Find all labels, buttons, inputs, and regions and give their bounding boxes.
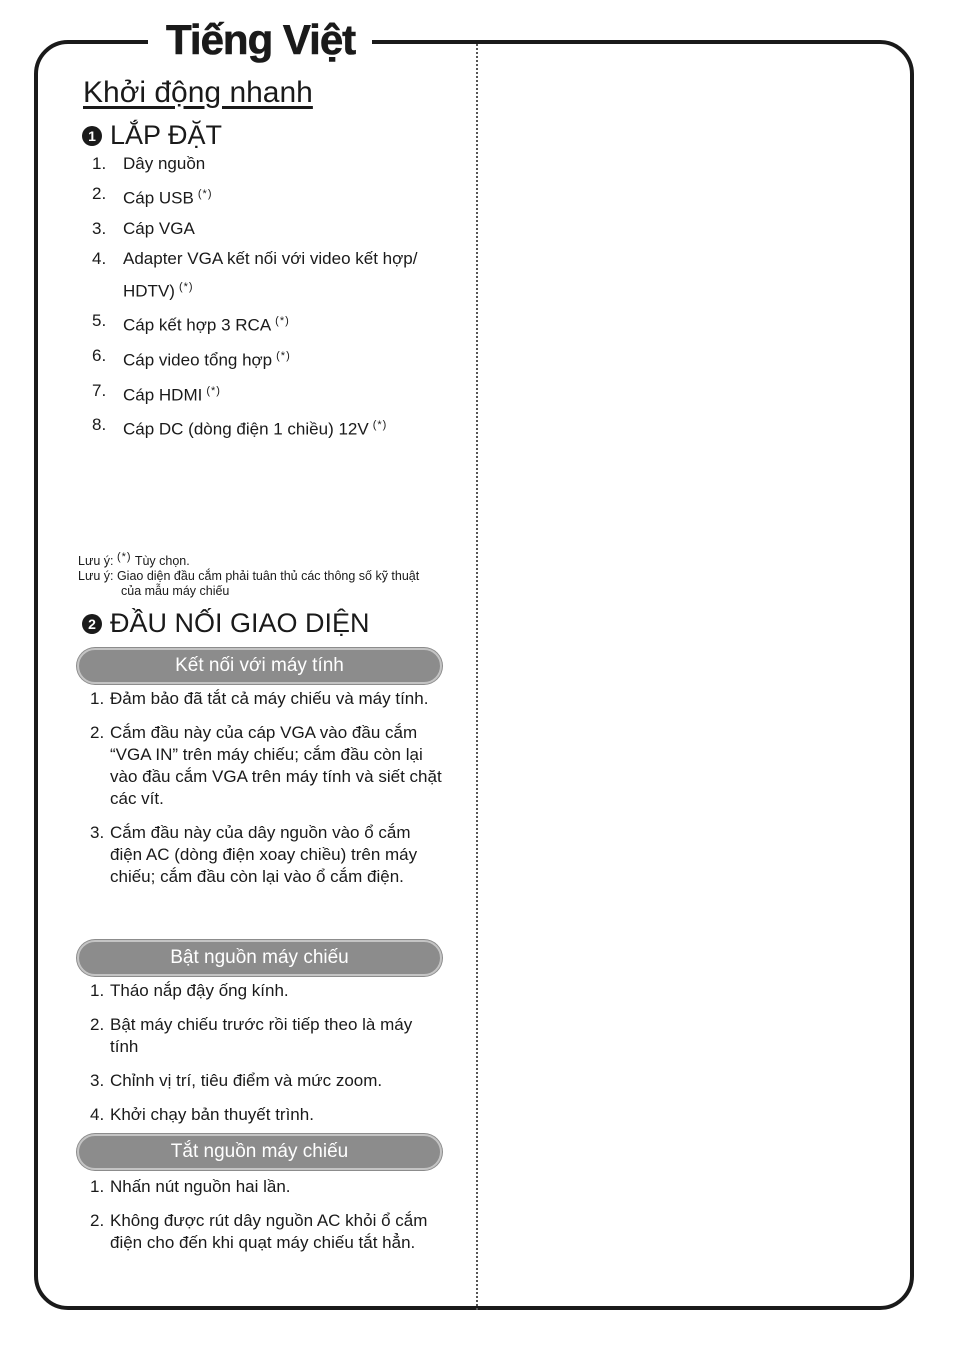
list-item [92,150,452,178]
column-divider [476,44,478,1310]
optional-mark: (*) [178,280,194,293]
steps-connect-computer [90,688,445,900]
item-number: 6. [92,345,107,365]
note-prefix: Lưu ý: [78,554,114,569]
step-text: Bật máy chiếu trước rồi tiếp theo là máy tính [110,1015,413,1056]
list-item [92,215,452,243]
step-number: 4. [90,1105,105,1124]
section1-heading [82,120,222,151]
step-number: 1. [90,981,105,1000]
step-item [90,722,445,810]
parts-list [92,150,452,446]
step-item [90,1210,445,1254]
item-number: 3. [92,218,107,238]
item-number: 7. [92,380,107,400]
item-text: Cáp HDMI [123,385,203,405]
steps-power-on [90,980,445,1138]
step-text: Chỉnh vị trí, tiêu điểm và mức zoom. [110,1071,383,1090]
item-text: Cáp VGA [123,218,195,238]
note-text: Tùy chọn. [134,554,190,569]
step-item [90,1070,445,1092]
item-number: 2. [92,184,107,203]
step-text: Nhấn nút nguồn hai lần. [110,1177,291,1196]
note-prefix: Lưu ý: [78,569,114,584]
item-number: 5. [92,311,107,331]
group-header-connect-computer: Kết nối với máy tính [77,648,442,684]
step-number: 3. [90,823,105,842]
item-number: 4. [92,248,107,268]
note-text: Giao diện đầu cắm phải tuân thủ các thông số kỹ thuật [116,569,420,584]
section2-number-icon: 2 [82,614,102,634]
optional-mark: (*) [372,419,388,432]
steps-power-off [90,1176,445,1266]
step-number: 2. [90,1211,105,1230]
note-interface [78,569,468,584]
note-text-cont: của mẫu máy chiếu [121,584,230,599]
step-text: Tháo nắp đậy ống kính. [110,981,289,1000]
section1-number-icon: 1 [82,126,102,146]
page-title: Tiếng Việt [166,16,356,63]
step-text: Khởi chạy bản thuyết trình. [110,1105,314,1124]
step-item [90,1176,445,1198]
step-text: Không được rút dây nguồn AC khỏi ổ cắm điện cho đến khi quạt máy chiếu tắt hẳn. [110,1211,428,1252]
item-text: Cáp kết hợp 3 RCA [123,315,272,335]
optional-mark: (*) [197,188,213,200]
step-item [90,980,445,1002]
step-text: Cắm đầu này của dây nguồn vào ổ cắm điện AC (dòng điện xoay chiều) trên máy chiếu; cắm đầu còn lại vào ổ cắm điện. [110,823,418,886]
note-star: (*) [116,551,132,563]
section2-heading [82,608,370,639]
list-item [92,342,452,375]
section2-title: ĐẦU NỐI GIAO DIỆN [110,608,370,638]
step-item [90,688,445,710]
list-item [92,307,452,340]
list-item [92,411,452,444]
item-text: Cáp video tổng hợp [123,350,273,370]
step-item [90,1104,445,1126]
group-header-power-off: Tắt nguồn máy chiếu [77,1134,442,1170]
step-number: 1. [90,689,105,708]
group-header-power-on: Bật nguồn máy chiếu [77,940,442,976]
step-text: Đảm bảo đã tắt cả máy chiếu và máy tính. [110,689,429,708]
item-number: 1. [92,154,107,173]
optional-mark: (*) [276,349,291,362]
list-item [92,377,452,410]
item-text: Adapter VGA kết nối với video kết hợp/ HDTV) [123,248,418,301]
note-optional [78,550,468,569]
list-item [92,180,452,213]
step-item [90,1014,445,1058]
optional-mark: (*) [275,315,290,328]
item-text: Dây nguồn [123,154,206,173]
list-item [92,245,452,306]
step-number: 1. [90,1177,105,1196]
item-text: Cáp DC (dòng điện 1 chiều) 12V [123,419,369,439]
step-item [90,822,445,888]
step-text: Cắm đầu này của cáp VGA vào đầu cắm “VGA IN” trên máy chiếu; cắm đầu còn lại vào đầu cắm VGA trên máy tính và siết chặt các vít. [110,723,442,808]
step-number: 2. [90,1015,105,1034]
optional-mark: (*) [206,384,221,397]
section1-title: LẮP ĐẶT [110,120,223,150]
step-number: 2. [90,723,105,742]
subtitle: Khởi động nhanh [83,76,313,109]
item-text: Cáp USB [123,188,194,208]
step-number: 3. [90,1071,105,1090]
item-number: 8. [92,415,107,435]
notes [78,550,468,599]
